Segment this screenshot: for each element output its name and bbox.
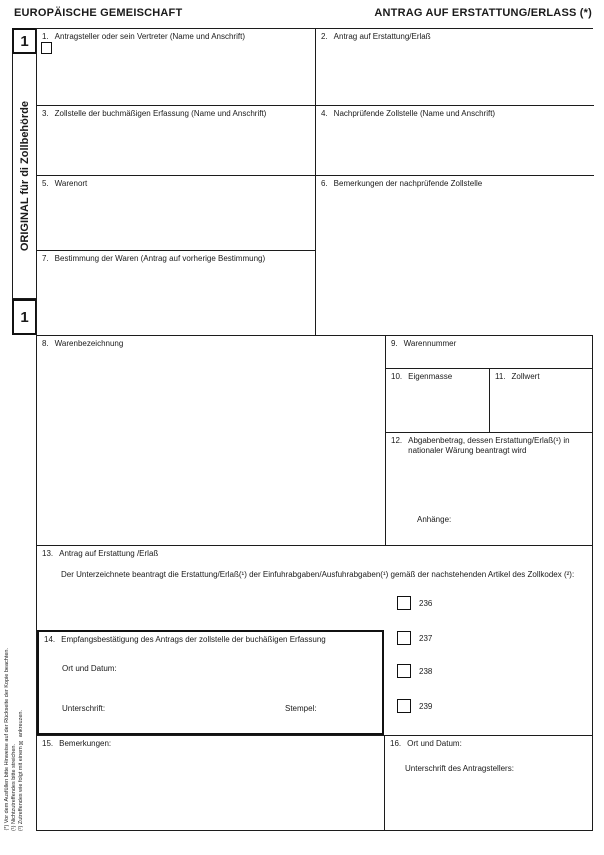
footnote-2: (²) Zutreffendes wie folgt mit einem ☒ ankreuzen.: [18, 709, 24, 831]
field-4-label: [316, 106, 594, 119]
field-8-number: 8.: [42, 339, 49, 348]
field-5-label: [37, 176, 315, 189]
field-11-label: [490, 369, 592, 382]
field-16-label: [385, 736, 592, 749]
field-15-title: Bemerkungen:: [59, 739, 112, 748]
copy-label-text: ORIGINAL für di Zollbehörde: [18, 100, 31, 252]
field-14-title: Empfangsbestätigung des Antrags der zollstelle der buchäßigen Erfassung: [61, 635, 326, 644]
copy-number-top-text: 1: [20, 32, 29, 50]
field-5-goods-location: [37, 175, 315, 250]
field-5-title: Warenort: [54, 179, 88, 188]
copy-label-strip: [12, 54, 37, 299]
field-14-signature-label: Unterschrift:: [62, 704, 106, 713]
applicant-checkbox[interactable]: [41, 42, 52, 54]
field-11-customs-value: [489, 368, 592, 432]
field-14-stamp-label: Stempel:: [285, 704, 317, 713]
field-16-place-date: [384, 735, 592, 830]
field-9-label: [386, 336, 592, 349]
field-1-number: 1.: [42, 32, 49, 41]
field-3-title: Zollstelle der buchmäßigen Erfassung (Name und Anschrift): [54, 109, 267, 118]
article-237-label: 237: [419, 633, 433, 643]
field-9-commodity-code: [385, 335, 592, 368]
field-3-customs-office-entry: [37, 105, 315, 175]
field-5-number: 5.: [42, 179, 49, 188]
field-2-title: Antrag auf Erstattung/Erlaß: [333, 32, 431, 41]
field-6-title: Bemerkungen der nachprüfende Zollstelle: [333, 179, 483, 188]
field-1-title: Antragsteller oder sein Vertreter (Name und Anschrift): [54, 32, 245, 41]
copy-number-bottom-text: 1: [20, 308, 29, 326]
field-1-label: [37, 29, 315, 42]
field-11-title: Zollwert: [511, 372, 540, 381]
field-15-label: [37, 736, 384, 749]
article-236-checkbox[interactable]: [397, 596, 411, 610]
field-9-title: Warennummer: [403, 339, 457, 348]
field-8-label: [37, 336, 385, 349]
field-13-title: Antrag auf Erstattung /Erlaß: [59, 549, 159, 558]
article-239-checkbox[interactable]: [397, 699, 411, 713]
article-236-label: 236: [419, 598, 433, 608]
field-12-number: 12.: [391, 436, 403, 445]
field-8-title: Warenbezeichnung: [54, 339, 124, 348]
field-2-number: 2.: [321, 32, 328, 41]
field-6-number: 6.: [321, 179, 328, 188]
field-10-number: 10.: [391, 372, 403, 381]
field-16-number: 16.: [390, 739, 402, 748]
form-grid: [36, 28, 593, 831]
field-15-number: 15.: [42, 739, 54, 748]
field-16-title: Ort und Datum:: [407, 739, 462, 748]
field-6-remarks-office: [315, 175, 594, 335]
field-10-net-mass: [385, 368, 489, 432]
article-option-row: [397, 699, 432, 713]
field-14-acknowledgement: [37, 630, 384, 735]
field-7-number: 7.: [42, 254, 49, 263]
field-14-label: [39, 632, 382, 645]
field-15-remarks: [37, 735, 384, 830]
field-8-goods-description: [37, 335, 385, 545]
field-2-label: [316, 29, 594, 42]
article-238-label: 238: [419, 666, 433, 676]
article-option-row: [397, 631, 432, 645]
annex-label: Anhänge:: [417, 515, 452, 524]
field-4-title: Nachprüfende Zollstelle (Name und Anschrift): [333, 109, 496, 118]
field-16-signature-label: Unterschrift des Antragstellers:: [405, 764, 514, 773]
field-6-label: [316, 176, 594, 189]
field-9-number: 9.: [391, 339, 398, 348]
field-4-number: 4.: [321, 109, 328, 118]
field-13-label: [37, 546, 592, 559]
article-238-checkbox[interactable]: [397, 664, 411, 678]
field-13-statement: Der Unterzeichnete beantragt die Erstattung/Erlaß(¹) der Einfuhrabgaben/Ausfuhrabgaben(¹) gemäß der nachstehenden Artikel des Zollkodex (²):: [61, 570, 575, 579]
community-title: EUROPÄISCHE GEMEISCHAFT: [14, 7, 183, 19]
form-title: ANTRAG AUF ERSTATTUNG/ERLASS (*): [374, 7, 592, 19]
field-12-title: Abgabenbetrag, dessen Erstattung/Erlaß(¹) in nationaler Wärung beantragt wird: [408, 436, 570, 456]
field-14-number: 14.: [44, 635, 56, 644]
field-14-place-date-label: Ort und Datum:: [62, 664, 117, 673]
article-239-label: 239: [419, 701, 433, 711]
field-2-application: [315, 29, 594, 105]
field-12-duty-amount: [385, 432, 592, 545]
field-3-number: 3.: [42, 109, 49, 118]
footnote-asterisk: (*) Vor dem Ausfüllen bitte Hinweise auf der Rückseite der Kopie beachten.: [4, 648, 10, 831]
field-10-title: Eigenmasse: [408, 372, 453, 381]
field-13-number: 13.: [42, 549, 54, 558]
field-7-destination: [37, 250, 315, 335]
field-12-label: [386, 433, 592, 457]
article-option-row: [397, 596, 432, 610]
field-10-label: [386, 369, 489, 382]
field-7-label: [37, 251, 315, 264]
field-1-applicant: [37, 29, 315, 105]
field-7-title: Bestimmung der Waren (Antrag auf vorherige Bestimmung): [54, 254, 266, 263]
article-237-checkbox[interactable]: [397, 631, 411, 645]
copy-number-top: [12, 28, 37, 54]
footnote-1: (¹) Nichtzutreffendes bitte streichen.: [11, 743, 17, 831]
field-11-number: 11.: [495, 372, 506, 381]
field-4-verifying-office: [315, 105, 594, 175]
copy-number-bottom: [12, 299, 37, 335]
article-option-row: [397, 664, 432, 678]
field-3-label: [37, 106, 315, 119]
